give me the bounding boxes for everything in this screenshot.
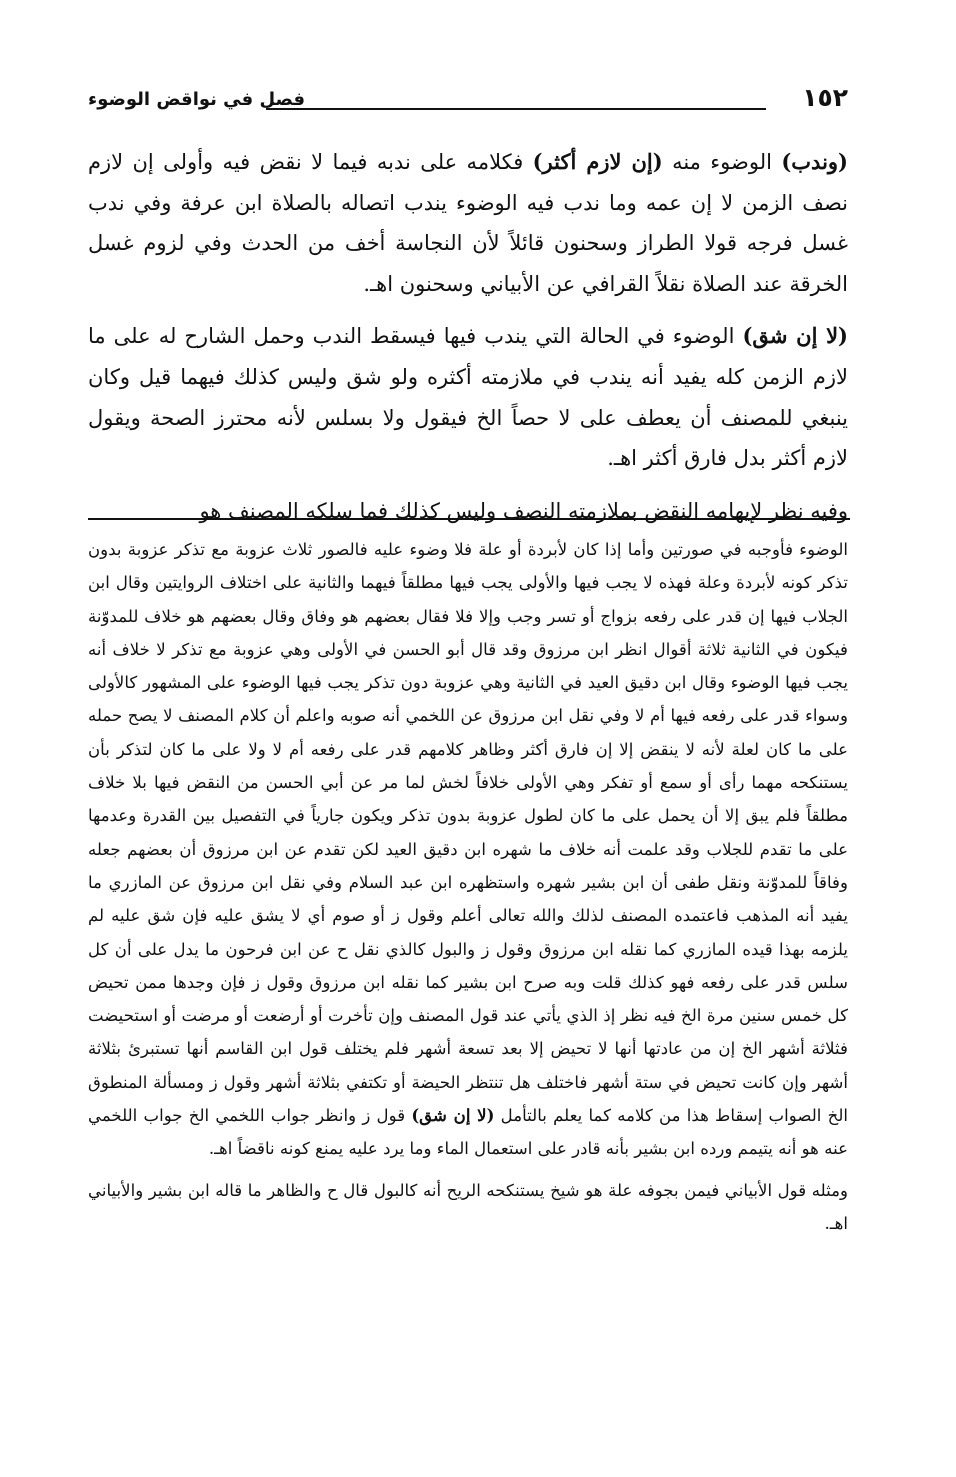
main-text: [88, 142, 848, 543]
term-lead: (لا إن شق): [742, 323, 848, 349]
page-header: [88, 82, 848, 122]
paragraph-text: الوضوء منه: [662, 150, 782, 174]
running-head: فصل في نواقض الوضوء: [88, 89, 306, 110]
main-paragraph-1: [88, 142, 848, 304]
term-lead: (وندب): [781, 149, 848, 174]
header-rule: [266, 108, 766, 110]
footnote-paragraph-2: ومثله قول الأبياني فيمن بجوفه علة هو شيخ يستنكحه الريح أنه كالبول قال ح والظاهر ما قاله ابن بشير والأبياني اهـ.: [88, 1180, 848, 1233]
paragraph-text: وفيه نظر لإيهامه النقض بملازمته النصف وليس كذلك فما سلكه المصنف هو: [199, 498, 848, 523]
footnote-separator: [88, 518, 850, 520]
paragraph-text: الوضوء في الحالة التي يندب فيها فيسقط الندب وحمل الشارح له على ما لازم الزمن كله يفيد أنه يندب في ملازمته أكثره ولو شق وليس كذلك فيهما قيل وكان ينبغي للمصنف أن يعطف على لا حصاً الخ فيقول ولا بسلس لأنه محترز الصحة ويقول لازم أكثر بدل فارق أكثر اهـ.: [88, 324, 848, 471]
main-paragraph-2: [88, 316, 848, 478]
footnote-text-after: قول ز وانظر جواب اللخمي الخ جواب اللخمي عنه هو أنه يتيمم ورده ابن بشير بأنه قادر على استعمال الماء وما يرد عليه يمنع كونه ناقضاً اهـ.: [88, 1106, 848, 1159]
page-number: ١٥٢: [802, 83, 848, 112]
footnote-term: (لا إن شق): [411, 1105, 495, 1126]
footnote-text: [88, 533, 848, 1248]
paragraph-text: فكلامه على ندبه فيما لا نقض فيه وأولى إن لازم نصف الزمن لا إن عمه وما ندب فيه الوضوء يندب اتصاله بالصلاة ابن عرفة وفي ندب غسل فرجه قولا الطراز وسحنون قائلاً لأن النجاسة أخف من الحدث وفي لزوم غسل الخرقة عند الصلاة نقلاً القرافي عن الأبياني وسحنون اهـ.: [88, 150, 848, 296]
footnote-text-before: الوضوء فأوجبه في صورتين وأما إذا كان لأبردة أو علة فلا وضوء عليه فالصور ثلاث عزوبة مع تذكر عزوبة بدون تذكر كونه لأبردة وعلة فهذه لا يجب فيها والأولى يجب فيها مطلقاً فيهما والثانية على اختلاف الروايتين وقال ابن الجلاب فيها إن قدر على رفعه بزواج أو تسر وجب وإلا فلا فقال بعضهم هو وفاق وقال بعضهم هو خلاف للمدوّنة فيكون في الثانية ثلاثة أقوال انظر ابن مرزوق وقد قال أبو الحسن في الأولى وهي عزوبة مع تذكر لا خلاف أنه يجب فيها الوضوء وقال ابن دقيق العيد في الثانية وهي عزوبة دون تذكر يجب فيها الوضوء على المشهور كالأولى وسواء قدر على رفعه فيها أم لا وفي نقل ابن مرزوق عن اللخمي أنه صوبه واعلم أن كلام المصنف لا يصح حمله على ما كان لعلة لأنه لا ينقض إلا إن فارق أكثر وظاهر كلامهم قدر على رفعه أم لا ولا على ما كان لتذكر بأن يستنكحه مهما رأى أو سمع أو تفكر وهي الأولى خلافاً لخش لما مر عن أبي الحسن من النقض فيها بلا خلاف مطلقاً فلم يبق إلا أن يحمل على ما كان لطول عزوبة بدون تذكر ويكون جارياً في التفصيل بين القدرة وعدمها على ما تقدم للجلاب وقد علمت أنه خلاف ما شهره ابن دقيق العيد لكن تقدم عن ابن مرزوق أن بعضهم جعله وفاقاً للمدوّنة ونقل طفى أن ابن بشير شهره واستظهره ابن عبد السلام وفي نقل ابن مرزوق عن المازري ما يفيد أنه المذهب فاعتمده المصنف لذلك والله تعالى أعلم وقول ز أو صوم أي لا يشق عليه فإن شق عليه لم يلزمه بهذا قيده المازري كما نقله ابن مرزوق وقول ز والبول كالذي نقل ح عن ابن فرحون ما يدل على أن كل سلس قدر على رفعه فهو كذلك قلت وبه صرح ابن بشير كما نقله ابن مرزوق وقول ز فإن وجدها ممن تحيض كل خمس سنين مرة الخ فيه نظر إذ الذي يأتي عند قول المصنف وإن تأخرت أو أرضعت أو مرضت أو استحيضت فثلاثة أشهر الخ إن من عادتها أنها لا تحيض إلا بعد تسعة أشهر فلم يختلف قول ابن القاسم أنها تستبرئ بثلاثة أشهر وإن كانت تحيض في ستة أشهر فاختلف هل تنتظر الحيضة أو تكتفي بثلاثة أشهر وقول ز ومسألة المنطوق الخ الصواب إسقاط هذا من كلامه كما يعلم بالتأمل: [88, 540, 848, 1126]
term-quote: (إن لازم أكثر): [532, 149, 663, 174]
main-paragraph-3: [88, 491, 848, 532]
footnote-paragraph-1: [88, 533, 848, 1166]
